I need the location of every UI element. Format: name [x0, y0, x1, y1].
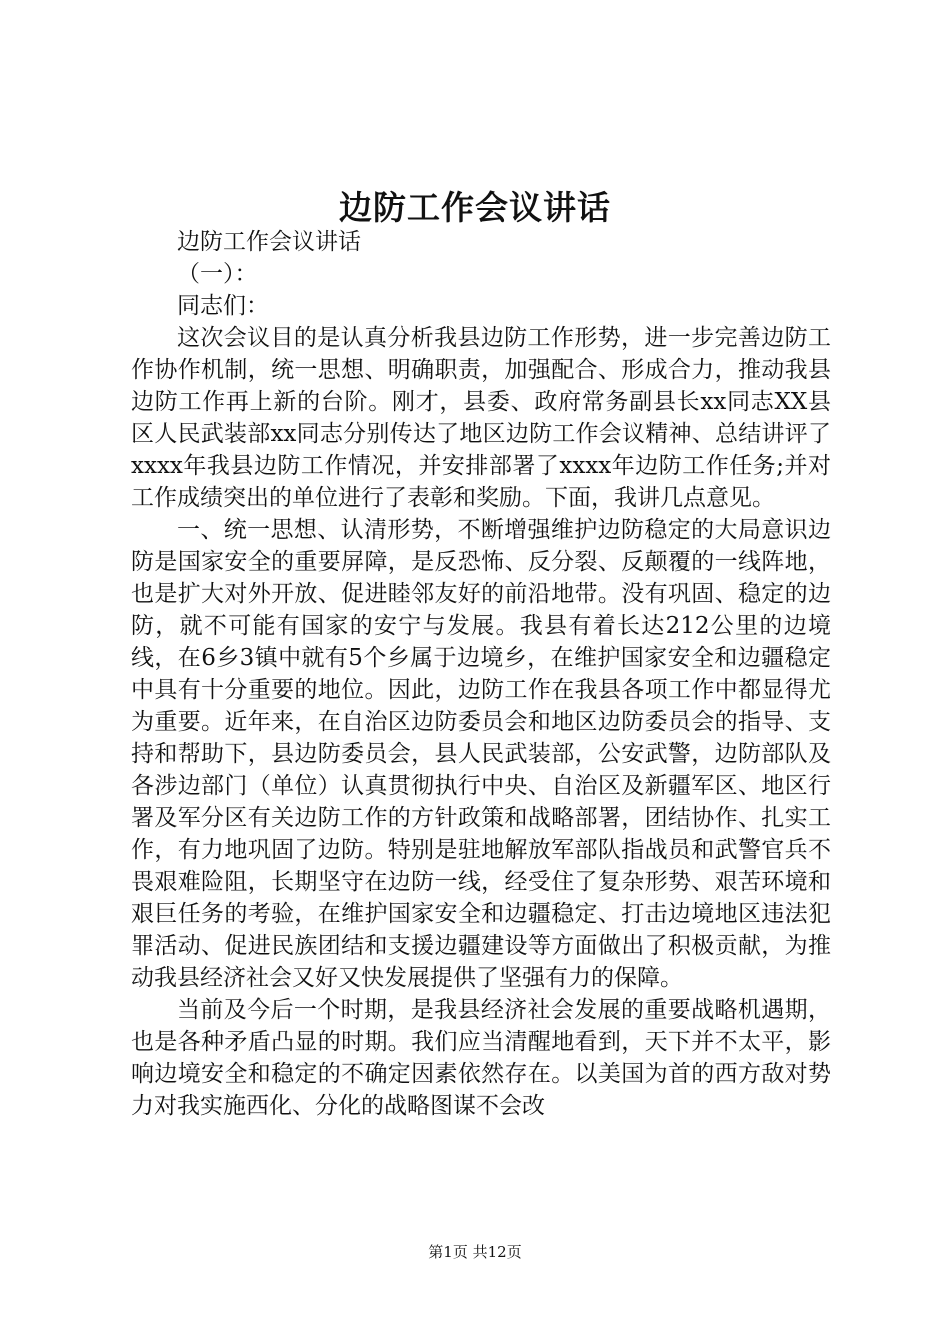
- paragraph-section-number: （一）：: [177, 261, 258, 287]
- paragraph-subtitle: 边防工作会议讲话: [177, 229, 361, 255]
- paragraph-section-one: 一、统一思想、认清形势，不断增强维护边防稳定的大局意识边防是国家安全的重要屏障，是反恐怖、反分裂、反颠覆的一线阵地，也是扩大对外开放、促进睦邻友好的前沿地带。没有巩固、稳定的边防，就不可能有国家的安宁与发展。我县有着长达212公里的边境线，在6乡3镇中就有5个乡属于边境乡，在维护国家安全和边疆稳定中具有十分重要的地位。因此，边防工作在我县各项工作中都显得尤为重要。近年来，在自治区边防委员会和地区边防委员会的指导、支持和帮助下，县边防委员会，县人民武装部，公安武警，边防部队及各涉边部门（单位）认真贯彻执行中央、自治区及新疆军区、地区行署及军分区有关边防工作的方针政策和战略部署，团结协作、扎实工作，有力地巩固了边防。特别是驻地解放军部队指战员和武警官兵不畏艰难险阻，长期坚守在边防一线，经受住了复杂形势、艰苦环境和艰巨任务的考验，在维护国家安全和边疆稳定、打击边境地区违法犯罪活动、促进民族团结和支援边疆建设等方面做出了积极贡献，为推动我县经济社会又好又快发展提供了坚强有力的保障。: [131, 517, 831, 991]
- paragraph-current-period: 当前及今后一个时期，是我县经济社会发展的重要战略机遇期，也是各种矛盾凸显的时期。我们应当清醒地看到，天下并不太平，影响边境安全和稳定的不确定因素依然存在。以美国为首的西方敌对势力对我实施西化、分化的战略图谋不会改: [131, 997, 831, 1119]
- paragraph-salutation: 同志们：: [177, 293, 269, 319]
- document-title: 边防工作会议讲话: [339, 188, 611, 227]
- paragraph-intro: 这次会议目的是认真分析我县边防工作形势，进一步完善边防工作协作机制，统一思想、明确职责，加强配合、形成合力，推动我县边防工作再上新的台阶。刚才，县委、政府常务副县长xx同志XX县区人民武装部xx同志分别传达了地区边防工作会议精神、总结讲评了xxxx年我县边防工作情况，并安排部署了xxxx年边防工作任务;并对工作成绩突出的单位进行了表彰和奖励。下面，我讲几点意见。: [131, 325, 831, 511]
- page-footer: 第1页 共12页: [428, 1243, 522, 1261]
- document-body: [131, 226, 831, 1122]
